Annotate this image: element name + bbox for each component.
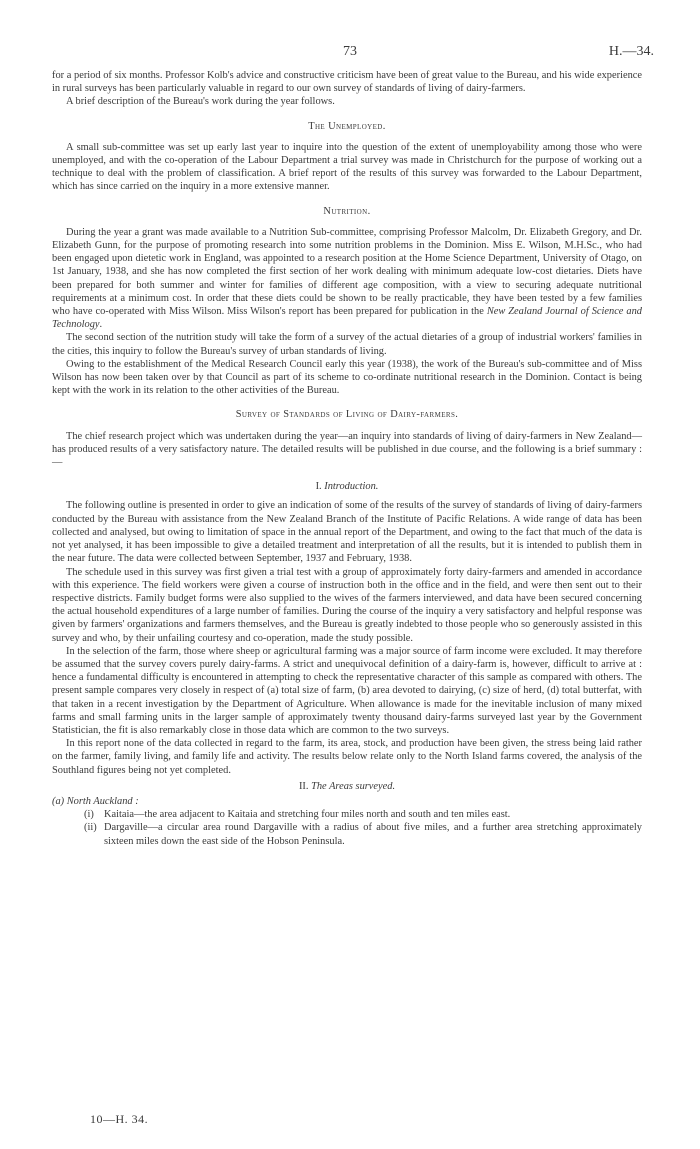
nutrition-paragraph-1-end: . — [99, 319, 103, 331]
area-item-text: Kaitaia—the area adjacent to Kaitaia and stretching four miles north and south and ten miles east. — [104, 809, 511, 821]
areas-number: II. — [298, 780, 309, 792]
section-heading-survey: Survey of Standards of Living of Dairy-farmers. — [235, 409, 459, 421]
unemployed-paragraph-1: A small sub-committee was set up early last year to inquire into the question of the extent of unemployability among those who were unemployed, and with the co-operation of the Labour Department a trial survey was made in Christchurch for the purpose of working out a technique to deal with the problem of classification. A brief report of the results of this survey was forwarded to the Labour Department, which has since carried on the inquiry in a more extensive manner. — [52, 141, 642, 193]
section-heading-unemployed: The Unemployed. — [308, 120, 386, 132]
introduction-number: I. — [315, 481, 322, 493]
area-item-number: (ii) — [84, 822, 97, 834]
introduction-paragraph-1: The following outline is presented in order to give an indication of some of the results of the survey of standards of living of dairy-farmers conducted by the Bureau with assistance from the New Zealand Branch of the Institute of Pacific Relations. A wide range of data has been collected and analysed, but owing to limitation of space in the annual report of the Department, and owing to the fact that much of the data is not yet analysed, it has been impossible to give a detailed treatment and interpretation of all the results, but it is intended to publish them in the near future. The data were collected between September, 1937 and February, 1938. — [52, 500, 642, 565]
area-item-text: Dargaville—a circular area round Dargaville with a radius of about five miles, and a further area stretching approximately sixteen miles down the east side of the Hobson Peninsula. — [104, 822, 642, 847]
subsection-heading-introduction — [52, 480, 642, 493]
subsection-heading-areas — [52, 780, 642, 793]
nutrition-paragraph-1-text: During the year a grant was made available to a Nutrition Sub-committee, comprising Professor Malcolm, Dr. Elizabeth Gregory, and Dr. Elizabeth Gunn, for the purpose of promoting research into some nutrition problems in the Dominion. Miss E. Wilson, M.H.Sc., who had been engaged upon dietetic work in England, was appointed to a research position at the Home Science Department, University of Otago, on 1st January, 1938, and she has now completed the first section of her work dealing with minimum adequate low-cost dietaries. Diets have been prepared for both summer and winter for families of different age composition, with a view to securing adequate nutritional requirements at a minimum cost. In order that these diets could be shown to be really practicable, they have been tested by a few families who have co-operated with Miss Wilson. Miss Wilson's report has been prepared for publication in the — [52, 226, 642, 318]
journal-title: New Zealand Journal of Science and Technology — [52, 306, 642, 331]
page-number: 73 — [343, 44, 357, 59]
section-heading-nutrition: Nutrition. — [323, 205, 371, 217]
introduction-paragraph-2: The schedule used in this survey was first given a trial test with a group of approximately forty dairy-farmers and amended in accordance with this experience. The field workers were given a course of instruction both in the office and in the field, and were then sent out to their respective districts. Family budget forms were also supplied to the wives of the farmers interviewed, and data have been secured concerning the actual household expenditures of a large number of families. During the course of the inquiry a very satisfactory and helpful response was given by farmers' organizations and farmers themselves, and the Bureau is greatly indebted to those people who so generously assisted in this survey and who, by their unfailing courtesy and co-operation, made the study possible. — [52, 566, 642, 644]
survey-paragraph-1: The chief research project which was undertaken during the year—an inquiry into standards of living of dairy-farmers in New Zealand—has produced results of a very satisfactory nature. The detailed results will be published in due course, and the following is a brief summary :— — [52, 430, 642, 469]
intro-paragraph-1: for a period of six months. Professor Kolb's advice and constructive criticism have been of great value to the Bureau, and his wide experience in rural surveys has been particularly valuable in regard to our own survey of standards of living of dairy-farmers. — [52, 70, 642, 95]
document-reference: H.—34. — [608, 44, 654, 59]
intro-paragraph-2: A brief description of the Bureau's work during the year follows. — [66, 96, 335, 108]
nutrition-paragraph-3: Owing to the establishment of the Medical Research Council early this year (1938), the work of the Bureau's sub-committee and of Miss Wilson has now been taken over by that Council as part of its scheme to co-ordinate nutritional research in the Dominion. Contact is being kept with the work in its relation to the other activities of the Bureau. — [52, 358, 642, 397]
area-item — [52, 808, 642, 821]
area-item-number: (i) — [84, 809, 94, 821]
page-content — [52, 69, 642, 848]
nutrition-paragraph-2: The second section of the nutrition study will take the form of a survey of the actual dietaries of a group of industrial workers' families in the cities, this inquiry to follow the Bureau's survey of urban standards of living. — [52, 332, 642, 357]
area-item — [52, 821, 642, 847]
area-sublabel-north-auckland: (a) North Auckland : — [52, 795, 139, 807]
footer-code: 10—H. 34. — [90, 1112, 149, 1126]
introduction-title: Introduction. — [324, 481, 379, 493]
nutrition-paragraph-1 — [52, 226, 642, 332]
introduction-paragraph-3: In the selection of the farm, those where sheep or agricultural farming was a major source of farm income were excluded. It may therefore be assumed that the survey covers purely dairy-farms. A strict and unequivocal definition of a dairy-farm is, however, difficult to arrive at : hence a fundamental difficulty is encountered in attempting to check the representative character of this sample as compared with others. The present sample compares very closely in respect of (a) total size of farm, (b) area devoted to dairying, (c) size of herd, (d) total butterfat, with that taken in a recent investigation by the Department of Agriculture. When allowance is made for the inevitable inclusion of many mixed farms and small farming units in the larger sample of approximately twenty thousand dairy-farms surveyed last year by the Government Statistician, the fit is also remarkably close in those data which are common to the two surveys. — [52, 645, 642, 736]
areas-title: The Areas surveyed. — [311, 780, 396, 792]
introduction-paragraph-4: In this report none of the data collected in regard to the farm, its area, stock, and production have been given, the stress being laid rather on the farmer, family living, and family life and activity. The results below relate only to the North Island farms covered, the analysis of the Southland figures being not yet completed. — [52, 738, 642, 776]
